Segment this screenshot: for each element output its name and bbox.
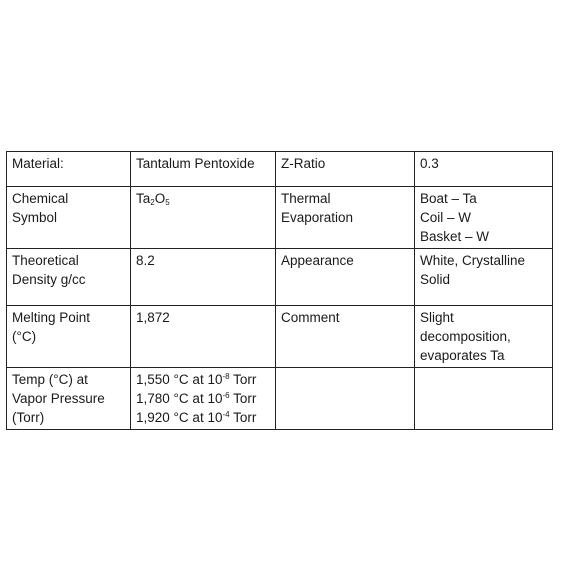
- melting-point-value-cell: [131, 306, 276, 368]
- density-label-line-1: Theoretical: [12, 253, 79, 268]
- appearance-label-cell: [276, 249, 415, 306]
- chemical-symbol-label-line-1: Chemical: [12, 191, 69, 206]
- thermal-evaporation-label-line-1: Thermal: [281, 191, 331, 206]
- vapor-pressure-label-line-1: Temp (°C) at: [12, 372, 88, 387]
- empty-cell-2: [415, 368, 553, 430]
- chemical-symbol-label-line-2: Symbol: [12, 210, 58, 225]
- melting-point-label-line-2: (°C): [12, 329, 37, 344]
- vapor-pressure-label-cell: [7, 368, 131, 430]
- vapor-pressure-entry-3-text: 1,920 °C at 10: [136, 410, 223, 425]
- evaporation-source-coil: Coil – W: [420, 210, 472, 225]
- vapor-pressure-label-line-3: (Torr): [12, 410, 45, 425]
- chemical-symbol-label-cell: [7, 187, 131, 249]
- density-label-cell: [7, 249, 131, 306]
- appearance-label: Appearance: [281, 253, 354, 268]
- appearance-value-line-1: White, Crystalline: [420, 253, 526, 268]
- vapor-pressure-entry-3: [136, 408, 270, 427]
- vapor-pressure-entry-1: [136, 370, 270, 389]
- material-properties-table: [6, 151, 553, 430]
- comment-value-line-3: evaporates Ta: [420, 348, 505, 363]
- comment-label-cell: [276, 306, 415, 368]
- vapor-pressure-entry-2-unit: Torr: [229, 391, 257, 406]
- vapor-pressure-entry-2-exponent: -6: [222, 391, 230, 400]
- evaporation-source-boat: Boat – Ta: [420, 191, 477, 206]
- z-ratio-label-cell: [276, 152, 415, 187]
- vapor-pressure-entry-3-exponent: -4: [222, 410, 230, 419]
- appearance-value-cell: [415, 249, 553, 306]
- formula-element-2: O: [154, 191, 166, 206]
- vapor-pressure-value-cell: [131, 368, 276, 430]
- table-row-vapor-pressure: [7, 368, 553, 430]
- melting-point-label-cell: [7, 306, 131, 368]
- thermal-evaporation-label-cell: [276, 187, 415, 249]
- vapor-pressure-entry-3-unit: Torr: [229, 410, 257, 425]
- density-value: 8.2: [136, 253, 155, 268]
- formula-subscript-2: 5: [165, 198, 170, 207]
- vapor-pressure-entry-1-exponent: -8: [222, 372, 230, 381]
- density-value-cell: [131, 249, 276, 306]
- thermal-evaporation-label-line-2: Evaporation: [281, 210, 354, 225]
- melting-point-value: 1,872: [136, 310, 170, 325]
- density-label-line-2: Density g/cc: [12, 272, 86, 287]
- formula-subscript-1: 2: [150, 198, 155, 207]
- table-row-melting-point: [7, 306, 553, 368]
- evaporation-source-basket: Basket – W: [420, 229, 490, 244]
- z-ratio-value: 0.3: [420, 156, 439, 171]
- chemical-formula-cell: [131, 187, 276, 249]
- thermal-evaporation-value-cell: [415, 187, 553, 249]
- vapor-pressure-entry-2-text: 1,780 °C at 10: [136, 391, 223, 406]
- z-ratio-label: Z-Ratio: [281, 156, 326, 171]
- vapor-pressure-entry-1-text: 1,550 °C at 10: [136, 372, 223, 387]
- vapor-pressure-entry-2: [136, 389, 270, 408]
- table-row-density: [7, 249, 553, 306]
- comment-value-line-2: decomposition,: [420, 329, 511, 344]
- material-value-cell: [131, 152, 276, 187]
- material-label-cell: [7, 152, 131, 187]
- table-row-material: [7, 152, 553, 187]
- material-label: Material:: [12, 156, 64, 171]
- table-row-chemical-symbol: [7, 187, 553, 249]
- comment-value-cell: [415, 306, 553, 368]
- comment-label: Comment: [281, 310, 340, 325]
- vapor-pressure-label-line-2: Vapor Pressure: [12, 391, 105, 406]
- formula-element-1: Ta: [136, 191, 151, 206]
- z-ratio-value-cell: [415, 152, 553, 187]
- chemical-formula: [136, 191, 170, 206]
- appearance-value-line-2: Solid: [420, 272, 451, 287]
- comment-value-line-1: Slight: [420, 310, 454, 325]
- material-value: Tantalum Pentoxide: [136, 156, 255, 171]
- empty-cell-1: [276, 368, 415, 430]
- vapor-pressure-entry-1-unit: Torr: [229, 372, 257, 387]
- melting-point-label-line-1: Melting Point: [12, 310, 91, 325]
